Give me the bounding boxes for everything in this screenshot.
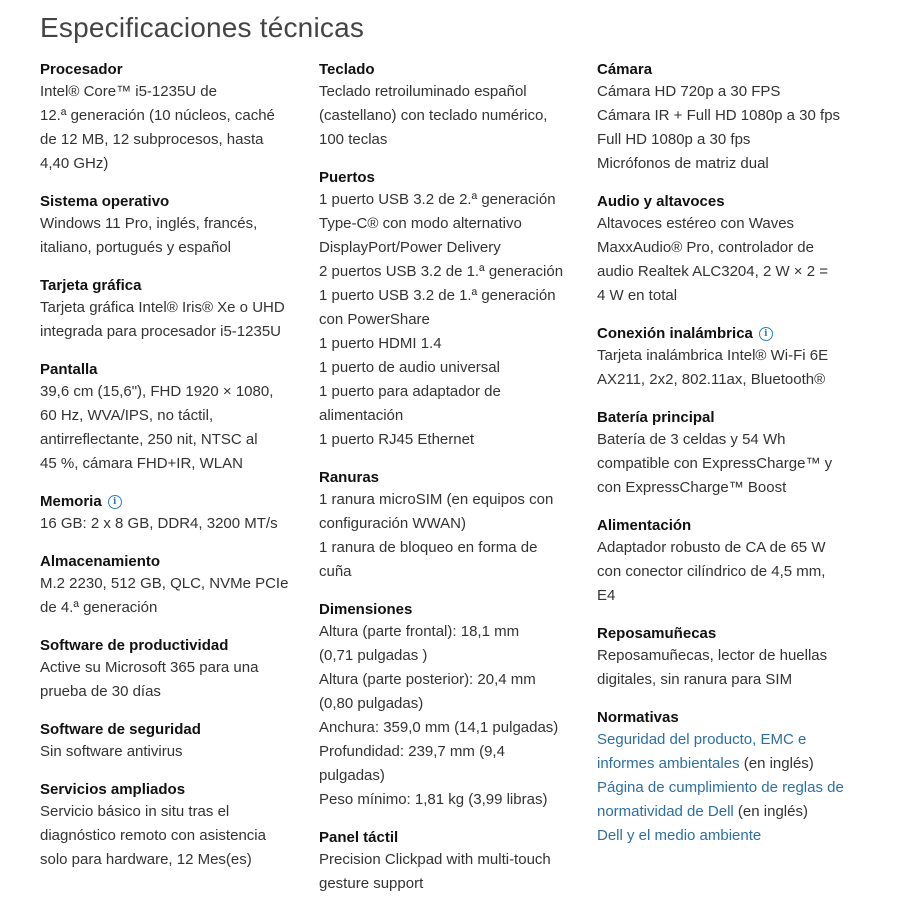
spec-line: Micrófonos de matriz dual xyxy=(597,155,769,172)
spec-heading xyxy=(40,636,310,656)
spec-line: prueba de 30 días xyxy=(40,683,161,700)
spec-section-software-de-productividad xyxy=(40,636,310,704)
spec-body xyxy=(597,344,867,392)
spec-line: Batería de 3 celdas y 54 Wh xyxy=(597,431,786,448)
spec-heading-label: Almacenamiento xyxy=(40,553,161,570)
spec-line: (castellano) con teclado numérico, xyxy=(319,107,548,124)
spec-section-panel-tactil xyxy=(319,828,589,896)
spec-heading xyxy=(40,780,310,800)
spec-line: con PowerShare xyxy=(319,311,430,328)
regulatory-link[interactable]: Dell y el medio ambiente xyxy=(597,827,762,844)
spec-line: 12.ª generación (10 núcleos, caché xyxy=(40,107,275,124)
spec-line: DisplayPort/Power Delivery xyxy=(319,239,501,256)
spec-heading xyxy=(40,492,310,512)
spec-body xyxy=(319,620,589,812)
spec-heading xyxy=(597,324,867,344)
spec-line: (0,71 pulgadas ) xyxy=(319,647,428,664)
spec-line: Windows 11 Pro, inglés, francés, xyxy=(40,215,258,232)
spec-body xyxy=(597,80,867,176)
spec-body xyxy=(597,728,867,848)
spec-line: Tarjeta inalámbrica Intel® Wi-Fi 6E xyxy=(597,347,829,364)
spec-body xyxy=(319,188,589,452)
spec-line: diagnóstico remoto con asistencia xyxy=(40,827,266,844)
spec-line: M.2 2230, 512 GB, QLC, NVMe PCIe xyxy=(40,575,289,592)
spec-body xyxy=(40,572,310,620)
regulatory-link[interactable]: informes ambientales xyxy=(597,755,740,772)
spec-body xyxy=(319,80,589,152)
spec-body xyxy=(40,212,310,260)
spec-section-camara xyxy=(597,60,867,176)
spec-column-2 xyxy=(319,60,589,912)
spec-heading xyxy=(40,276,310,296)
spec-heading xyxy=(597,516,867,536)
spec-body xyxy=(40,296,310,344)
spec-line: Teclado retroiluminado español xyxy=(319,83,527,100)
spec-line: 100 teclas xyxy=(319,131,388,148)
spec-body xyxy=(597,428,867,500)
spec-body xyxy=(40,800,310,872)
spec-heading xyxy=(319,828,589,848)
spec-section-servicios-ampliados xyxy=(40,780,310,872)
spec-line xyxy=(597,752,867,776)
spec-line: gesture support xyxy=(319,875,424,892)
spec-heading-label: Cámara xyxy=(597,61,653,78)
spec-line: 1 ranura microSIM (en equipos con xyxy=(319,491,554,508)
spec-body xyxy=(319,488,589,584)
spec-line: Sin software antivirus xyxy=(40,743,183,760)
spec-heading xyxy=(597,624,867,644)
spec-line: 45 %, cámara FHD+IR, WLAN xyxy=(40,455,243,472)
regulatory-link[interactable]: Seguridad del producto, EMC e xyxy=(597,731,807,748)
spec-heading xyxy=(40,60,310,80)
spec-line: alimentación xyxy=(319,407,404,424)
spec-column-1 xyxy=(40,60,310,888)
spec-line: 1 puerto de audio universal xyxy=(319,359,500,376)
spec-heading-label: Alimentación xyxy=(597,517,692,534)
spec-line: italiano, portugués y español xyxy=(40,239,231,256)
spec-heading-label: Software de productividad xyxy=(40,637,229,654)
spec-line: 4,40 GHz) xyxy=(40,155,109,172)
spec-line: de 4.ª generación xyxy=(40,599,158,616)
spec-heading-label: Pantalla xyxy=(40,361,98,378)
spec-line: Tarjeta gráfica Intel® Iris® Xe o UHD xyxy=(40,299,285,316)
spec-body xyxy=(40,380,310,476)
page-title: Especificaciones técnicas xyxy=(40,12,365,43)
spec-body xyxy=(597,536,867,608)
spec-body xyxy=(597,212,867,308)
spec-body xyxy=(40,740,310,764)
spec-line: Adaptador robusto de CA de 65 W xyxy=(597,539,826,556)
spec-heading xyxy=(597,408,867,428)
spec-section-teclado xyxy=(319,60,589,152)
spec-heading xyxy=(597,708,867,728)
info-icon[interactable]: i xyxy=(108,495,122,509)
spec-heading-label: Audio y altavoces xyxy=(597,193,725,210)
spec-section-audio-y-altavoces xyxy=(597,192,867,308)
spec-heading-label: Reposamuñecas xyxy=(597,625,717,642)
spec-heading xyxy=(40,192,310,212)
spec-heading-label: Sistema operativo xyxy=(40,193,170,210)
spec-line: Precision Clickpad with multi-touch xyxy=(319,851,551,868)
spec-heading xyxy=(319,600,589,620)
spec-heading xyxy=(319,168,589,188)
spec-section-almacenamiento xyxy=(40,552,310,620)
spec-heading xyxy=(597,192,867,212)
spec-line: Altura (parte posterior): 20,4 mm xyxy=(319,671,536,688)
spec-heading-label: Batería principal xyxy=(597,409,715,426)
spec-heading-label: Procesador xyxy=(40,61,123,78)
spec-body xyxy=(597,644,867,692)
spec-heading xyxy=(40,720,310,740)
spec-heading-label: Tarjeta gráfica xyxy=(40,277,142,294)
spec-heading-label: Panel táctil xyxy=(319,829,399,846)
spec-line: cuña xyxy=(319,563,352,580)
regulatory-link[interactable]: Página de cumplimiento de reglas de xyxy=(597,779,844,796)
spec-section-alimentacion xyxy=(597,516,867,608)
spec-line: Intel® Core™ i5-1235U de xyxy=(40,83,217,100)
spec-heading xyxy=(597,60,867,80)
spec-line: Altavoces estéreo con Waves xyxy=(597,215,795,232)
spec-section-procesador xyxy=(40,60,310,176)
spec-body xyxy=(40,656,310,704)
spec-line xyxy=(597,776,867,800)
spec-line: 1 puerto RJ45 Ethernet xyxy=(319,431,475,448)
spec-heading-label: Normativas xyxy=(597,709,679,726)
spec-section-software-de-seguridad xyxy=(40,720,310,764)
spec-line: 1 ranura de bloqueo en forma de xyxy=(319,539,538,556)
spec-body xyxy=(40,80,310,176)
spec-line: integrada para procesador i5-1235U xyxy=(40,323,281,340)
spec-heading-label: Teclado xyxy=(319,61,375,78)
spec-line: Cámara IR + Full HD 1080p a 30 fps xyxy=(597,107,841,124)
spec-heading xyxy=(40,360,310,380)
spec-section-bateria-principal xyxy=(597,408,867,500)
spec-line: 1 puerto HDMI 1.4 xyxy=(319,335,442,352)
spec-line: de 12 MB, 12 subprocesos, hasta xyxy=(40,131,264,148)
spec-line: con conector cilíndrico de 4,5 mm, xyxy=(597,563,826,580)
spec-line: pulgadas) xyxy=(319,767,385,784)
spec-heading-label: Software de seguridad xyxy=(40,721,201,738)
spec-line: Full HD 1080p a 30 fps xyxy=(597,131,751,148)
spec-heading-label: Ranuras xyxy=(319,469,380,486)
spec-line: solo para hardware, 12 Mes(es) xyxy=(40,851,252,868)
spec-line: audio Realtek ALC3204, 2 W × 2 = xyxy=(597,263,828,280)
spec-heading xyxy=(40,552,310,572)
spec-line: 1 puerto USB 3.2 de 1.ª generación xyxy=(319,287,556,304)
spec-line: 4 W en total xyxy=(597,287,678,304)
spec-line: Servicio básico in situ tras el xyxy=(40,803,230,820)
spec-heading xyxy=(319,60,589,80)
spec-section-sistema-operativo xyxy=(40,192,310,260)
spec-section-conexion-inalambrica xyxy=(597,324,867,392)
spec-heading-label: Puertos xyxy=(319,169,375,186)
spec-section-ranuras xyxy=(319,468,589,584)
spec-line: 1 puerto para adaptador de xyxy=(319,383,501,400)
spec-line xyxy=(597,800,867,824)
spec-line: 60 Hz, WVA/IPS, no táctil, xyxy=(40,407,214,424)
spec-body xyxy=(40,512,310,536)
spec-heading-label: Memoria xyxy=(40,493,102,510)
spec-line: AX211, 2x2, 802.11ax, Bluetooth® xyxy=(597,371,826,388)
spec-heading-label: Dimensiones xyxy=(319,601,413,618)
spec-heading xyxy=(319,468,589,488)
spec-line: Altura (parte frontal): 18,1 mm xyxy=(319,623,520,640)
spec-line: con ExpressCharge™ Boost xyxy=(597,479,787,496)
spec-line: 39,6 cm (15,6"), FHD 1920 × 1080, xyxy=(40,383,274,400)
link-note: (en inglés) xyxy=(733,803,808,820)
spec-column-3 xyxy=(597,60,867,864)
spec-line: digitales, sin ranura para SIM xyxy=(597,671,793,688)
spec-section-dimensiones xyxy=(319,600,589,812)
spec-line xyxy=(597,728,867,752)
spec-line: E4 xyxy=(597,587,616,604)
spec-line: antirreflectante, 250 nit, NTSC al xyxy=(40,431,258,448)
spec-body xyxy=(319,848,589,896)
spec-line: Type-C® con modo alternativo xyxy=(319,215,522,232)
spec-line: Profundidad: 239,7 mm (9,4 xyxy=(319,743,505,760)
spec-line: Cámara HD 720p a 30 FPS xyxy=(597,83,781,100)
spec-heading-label: Servicios ampliados xyxy=(40,781,186,798)
regulatory-link[interactable]: normatividad de Dell xyxy=(597,803,734,820)
spec-line xyxy=(597,824,867,848)
spec-line: 16 GB: 2 x 8 GB, DDR4, 3200 MT/s xyxy=(40,515,278,532)
spec-section-normativas xyxy=(597,708,867,848)
link-note: (en inglés) xyxy=(739,755,814,772)
spec-section-reposamunecas xyxy=(597,624,867,692)
spec-line: Peso mínimo: 1,81 kg (3,99 libras) xyxy=(319,791,548,808)
spec-line: MaxxAudio® Pro, controlador de xyxy=(597,239,814,256)
spec-line: Active su Microsoft 365 para una xyxy=(40,659,259,676)
spec-line: (0,80 pulgadas) xyxy=(319,695,424,712)
spec-heading-label: Conexión inalámbrica xyxy=(597,325,753,342)
spec-line: compatible con ExpressCharge™ y xyxy=(597,455,833,472)
spec-line: Anchura: 359,0 mm (14,1 pulgadas) xyxy=(319,719,559,736)
spec-line: 1 puerto USB 3.2 de 2.ª generación xyxy=(319,191,556,208)
spec-section-pantalla xyxy=(40,360,310,476)
spec-section-tarjeta-grafica xyxy=(40,276,310,344)
info-icon[interactable]: i xyxy=(759,327,773,341)
spec-section-memoria xyxy=(40,492,310,536)
spec-line: 2 puertos USB 3.2 de 1.ª generación xyxy=(319,263,564,280)
spec-line: configuración WWAN) xyxy=(319,515,466,532)
spec-section-puertos xyxy=(319,168,589,452)
spec-line: Reposamuñecas, lector de huellas xyxy=(597,647,828,664)
